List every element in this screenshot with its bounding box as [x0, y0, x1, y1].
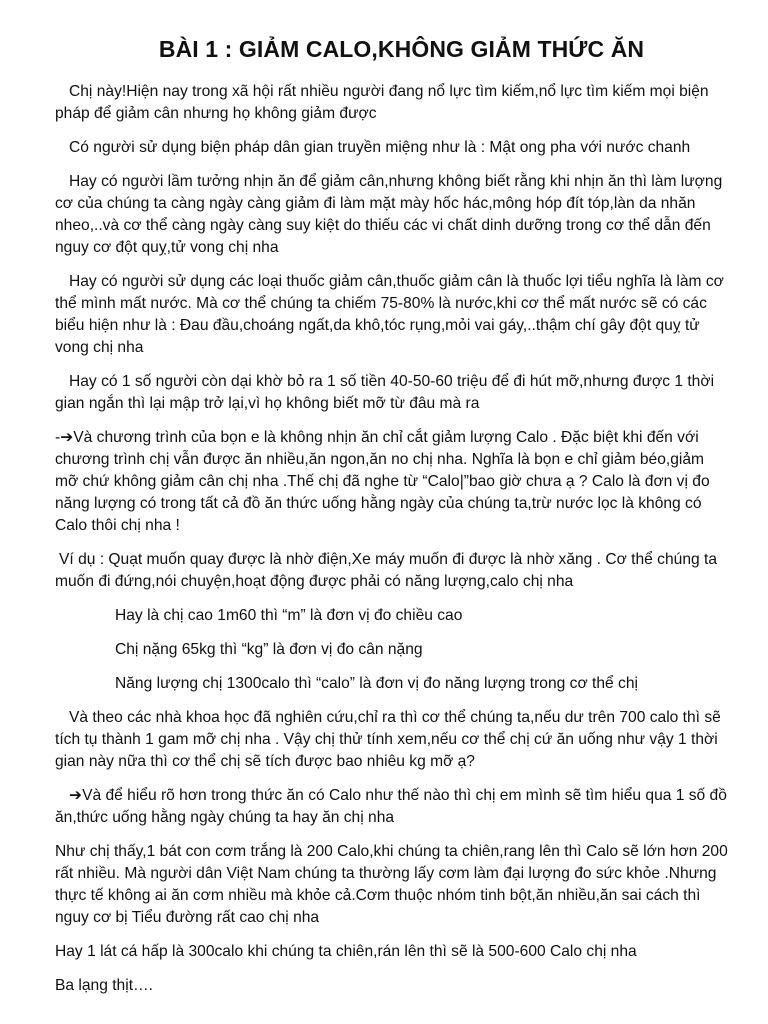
paragraph-diet-pills: Hay có người sử dụng các loại thuốc giảm cân,thuốc giảm cân là thuốc lợi tiểu nghĩa là làm cơ thể mình mất nước. Mà cơ thể chúng ta chiếm 75-80% là nước,khi cơ thể mất nước sẽ có các biểu hiện như là : Đau đầu,choáng ngất,da khô,tóc rụng,mỏi vai gáy,..thậm chí gây đột quỵ tử vong chị nha [55, 273, 724, 356]
paragraph-intro: Chị này!Hiện nay trong xã hội rất nhiều người đang nổ lực tìm kiếm,nổ lực tìm kiếm mọi biện pháp để giảm cân nhưng họ không giảm được [55, 83, 709, 122]
paragraph-fasting: Hay có người lầm tưởng nhịn ăn để giảm cân,nhưng không biết rằng khi nhịn ăn thì làm lượng cơ của chúng ta càng ngày càng giảm đi làm mặt mày hốc hác,mông hóp đít tóp,làn da nhăn nheo,..và cơ thể càng ngày càng suy kiệt do thiếu các vi chất dinh dưỡng trong cơ thể dẫn đến nguy cơ đột quỵ,tử vong chị nha [55, 173, 723, 256]
paragraph-folk-remedy: Có người sử dụng biện pháp dân gian truyền miệng như là : Mật ong pha với nước chanh [69, 139, 691, 156]
example-height: Hay là chị cao 1m60 thì “m” là đơn vị đo chiều cao [115, 607, 463, 624]
paragraph-food-calories: ➔Và để hiểu rõ hơn trong thức ăn có Calo như thế nào thì chị em mình sẽ tìm hiểu qua 1 số đồ ăn,thức uống hằng ngày chúng ta hay ăn chị nha [55, 787, 727, 826]
document-title: BÀI 1 : GIẢM CALO,KHÔNG GIẢM THỨC ĂN [158, 36, 645, 62]
paragraph-program: -➔Và chương trình của bọn e là không nhịn ăn chỉ cắt giảm lượng Calo . Đặc biệt khi đến với chương trình chị vẫn được ăn nhiều,ăn ngon,ăn no chị nha. Nghĩa là bọn e chỉ giảm béo,giảm mỡ chứ không giảm cân chị nha .Thế chị đã nghe từ “Calo|”bao giờ chưa ạ ? Calo là đơn vị đo năng lượng có trong tất cả đồ ăn thức uống hằng ngày của chúng ta,trừ nước lọc là không có Calo thôi chị nha ! [55, 429, 710, 534]
paragraph-meat: Ba lạng thịt…. [55, 977, 153, 994]
example-weight: Chị nặng 65kg thì “kg” là đơn vị đo cân nặng [115, 641, 423, 658]
paragraph-research: Và theo các nhà khoa học đã nghiên cứu,chỉ ra thì cơ thể chúng ta,nếu dư trên 700 calo thì sẽ tích tụ thành 1 gam mỡ chị nha . Vậy chị thử tính xem,nếu cơ thể chị cứ ăn uống như vậy 1 thời gian này nữa thì cơ thể chị sẽ tích được bao nhiêu kg mỡ ạ? [55, 709, 721, 770]
paragraph-fish: Hay 1 lát cá hấp là 300calo khi chúng ta chiên,rán lên thì sẽ là 500-600 Calo chị nha [55, 943, 637, 960]
paragraph-rice: Như chị thấy,1 bát con cơm trắng là 200 Calo,khi chúng ta chiên,rang lên thì Calo sẽ lớn hơn 200 rất nhiều. Mà người dân Việt Nam chúng ta thường lấy cơm làm đại lượng đo sức khỏe .Nhưng thực tế không ai ăn cơm nhiều mà khỏe cả.Cơm thuộc nhóm tinh bột,ăn nhiều,ăn sai cách thì nguy cơ bị Tiểu đường rất cao chị nha [55, 843, 728, 926]
example-energy: Năng lượng chị 1300calo thì “calo” là đơn vị đo năng lượng trong cơ thể chị [115, 675, 638, 692]
paragraph-example-intro: Ví dụ : Quạt muốn quay được là nhờ điện,Xe máy muốn đi được là nhờ xăng . Cơ thể chúng ta muốn đi đứng,nói chuyện,hoạt động được phải có năng lượng,calo chị nha [55, 551, 717, 590]
paragraph-liposuction: Hay có 1 số người còn dại khờ bỏ ra 1 số tiền 40-50-60 triệu để đi hút mỡ,nhưng được 1 thời gian ngắn thì lại mập trở lại,vì họ không biết mỡ từ đâu mà ra [55, 373, 715, 412]
